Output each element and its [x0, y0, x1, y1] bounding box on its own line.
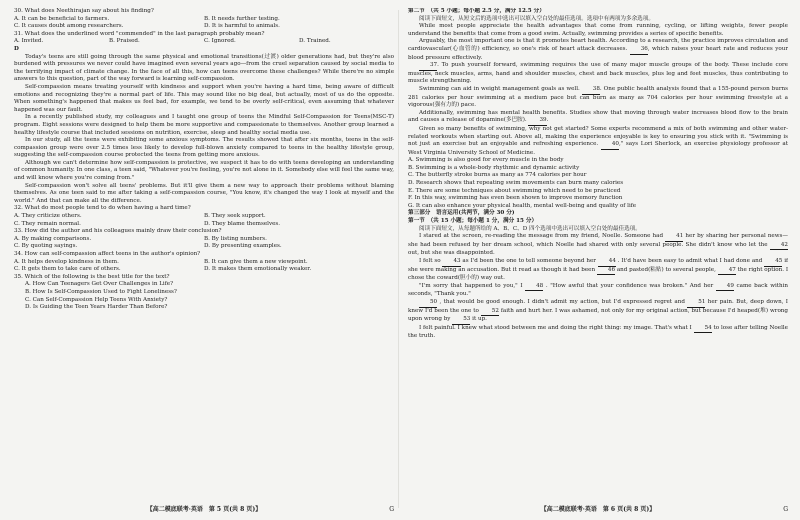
q32-option-d: D. They blame themselves.: [204, 220, 281, 227]
blank-43[interactable]: 43: [442, 258, 460, 267]
option-item: B. Swimming is a whole-body rhythmic and dynamic activity: [408, 164, 580, 171]
q30-option-b: B. It needs further testing.: [204, 15, 280, 22]
cloze-text: the right option. I chose the coward(胆小的) way out.: [408, 266, 788, 282]
blank-51[interactable]: 51: [687, 299, 705, 308]
passage-paragraph: While most people appreciate the health advantages that come from running, cycling, or lifting weights, fewer people understand the benefits that come from a good swim. Actually, swimming provides a series of specific benefits.: [408, 23, 788, 37]
q32-option-c: C. They remain normal.: [14, 220, 81, 227]
q35-option-b: B. How Is Self-Compassion Used to Fight Loneliness?: [25, 288, 177, 295]
passage-paragraph: Although we can't determine how self-compassion is protective, we suspect it has to do with teens developing an understanding of common humanity. In one class, a teen said, "Whatever you're feeling, you're not alone in it. Somebody else will feel the same way, and will know where you're coming from.": [14, 159, 394, 182]
q31-option-c: C. Ignored.: [204, 38, 236, 45]
q33-row2: [14, 243, 394, 251]
cloze-paragraph: [408, 325, 788, 341]
q35-option-c: C. Can Self-Compassion Help Teens With Anxiety?: [25, 296, 168, 303]
cloze-text: , that would be good enough. I didn't admit my action, but I'd expressed regret and: [439, 298, 685, 305]
section-instructions: 阅读下面短文，从每题所给的 A、B、C、D 四个选项中选出可以填入空白处的最佳选项。: [419, 225, 641, 232]
q33-stem: 33. How did the author and his colleagues mainly draw their conclusion?: [14, 228, 222, 235]
q35-stem: 35. Which of the following is the best title for the text?: [14, 273, 170, 280]
passage-paragraph: [408, 86, 788, 110]
footer-text: 【高二模底联考·英语 第 6 页(共 8 页)】: [540, 506, 656, 514]
cloze-text: out, but she was disappointed.: [408, 250, 495, 257]
blank-53[interactable]: 53: [452, 316, 470, 325]
page-divider: [398, 10, 399, 508]
cloze-paragraph: [408, 299, 788, 325]
cloze-text: faith and hurt her. I was ashamed, not only for my original action, but because I'd heaped(堆) wrong upon wrong by: [408, 307, 788, 323]
q32-row1: [14, 213, 394, 221]
blank-50[interactable]: 50: [419, 299, 437, 308]
blank-41[interactable]: 41: [665, 233, 683, 242]
paragraph-text: ," says Lori Sherlock, an exercise physiology professor at West Virginia University School of Medicine.: [408, 141, 788, 156]
paragraph-text: , which raises your heart rate and reduces your blood pressure effectively.: [408, 45, 788, 61]
passage-paragraph: Today's teens are still going through the same physical and emotional transitions(过渡) older generations had, but they're also burdened with pressures we never could have imagined even several years ago—from the cruel separation caused by social media to the terrifying impact of climate change. In the face of all this, how can teens overcome these challenges? While there're no simple answers to this question, part of the way forward is learning self-compassion.: [14, 53, 394, 83]
cloze-paragraph: [408, 283, 788, 299]
q32-option-a: A. They criticize others.: [14, 213, 82, 220]
cloze-text: it up.: [472, 316, 487, 323]
cloze-paragraph: [408, 233, 788, 258]
passage-paragraph: Self-compassion won't solve all teens' problems. But it'll give them a new way to approach their problems without blaming themselves. As one teen said to me after taking a self-compassion course, "You know, it's changed the way I look at myself and the world." And that can make all the difference.: [14, 182, 394, 204]
q30-option-d: D. It is harmful to animals.: [204, 23, 280, 30]
passage-paragraph: [408, 62, 788, 86]
page-6: [408, 8, 788, 516]
q30-option-a: A. It can be beneficial to farmers.: [14, 15, 110, 22]
cloze-text: . "How awful that your confidence was broken." And her: [545, 282, 714, 289]
blank-49[interactable]: 49: [716, 283, 734, 292]
cloze-text: her by sharing her personal news—she had been refused by her dream school, which Noelle had shared with only several people. She didn't know who let the: [408, 233, 788, 248]
passage-paragraph: [408, 126, 788, 157]
cloze-text: her pain. But, deep down, I knew I'd been the one to: [408, 298, 788, 314]
q34-option-d: D. It makes them emotionally weaker.: [204, 266, 312, 273]
paragraph-text: Given so many benefits of swimming, why not get started? Some experts recommend a mix of both swimming and other water-related workouts when starting out. Above all, making the experience enjoyable is key to ensuring you stick with it. "Swimming is not just an exercise but an enjoyable and refreshing experience.: [408, 125, 788, 148]
blank-48[interactable]: 48: [525, 283, 543, 292]
passage-label: D: [14, 45, 19, 52]
q30-options-row2: [14, 23, 394, 31]
q34-option-a: A. It helps develop kindness in them.: [14, 258, 119, 265]
blank-39[interactable]: 39: [528, 117, 546, 126]
cloze-text: as I'd been the one to tell someone beyond her: [462, 258, 596, 264]
part-title: 第三部分 语言运用(共两节，满分 30 分): [408, 210, 515, 217]
page-5: [14, 8, 394, 516]
paragraph-text: Additionally, swimming has mental health benefits. Studies show that moving through water increases blood flow to the brain and causes a release of dopamine(多巴胺).: [408, 109, 788, 124]
footer-mark: G: [389, 506, 394, 514]
q31-option-b: B. Praised.: [109, 38, 140, 45]
cloze-text: I felt so: [419, 258, 441, 264]
q34-stem: 34. How can self-compassion affect teens in the author's opinion?: [14, 251, 201, 257]
blank-38[interactable]: 38: [582, 86, 600, 95]
blank-47[interactable]: 47: [718, 267, 736, 276]
section-title: 第二节 （共 5 小题；每小题 2.5 分，满分 12.5 分）: [408, 8, 545, 14]
cloze-text: to lose after telling Noelle the truth.: [408, 324, 788, 340]
cloze-text: if she were making an accusation. But it read as though it had been: [408, 258, 788, 273]
cloze-text: came back within seconds, "Thank you.": [408, 282, 788, 298]
page-footer: [14, 506, 394, 514]
passage-paragraph: In our study, all the teens were exhibiting some anxious symptoms. The results showed that after six months, teens in the self-compassion group were over 2.5 times less likely to develop full-blown anxiety compared to teens in the healthy lifestyle group, suggesting the self-compassion course protected the teens from getting more anxious.: [14, 137, 394, 159]
q33-option-a: A. By making comparisons.: [14, 235, 92, 242]
cloze-text: "I'm sorry that happened to you," I: [419, 282, 523, 289]
blank-46[interactable]: 46: [597, 267, 615, 276]
q35-option-d: D. Is Guiding the Teen Years Harder Than Before?: [25, 304, 168, 311]
q33-option-d: D. By presenting examples.: [204, 243, 282, 250]
cloze-text: . It'd have been easy to admit what I had done and: [617, 258, 763, 264]
blank-44[interactable]: 44: [598, 258, 616, 267]
q33-row1: [14, 236, 394, 244]
option-item: G. It can also enhance your physical health, mental well-being and quality of life: [408, 202, 637, 209]
blank-52[interactable]: 52: [481, 308, 499, 317]
cloze-text: I felt painful. I knew what stood between me and doing the right thing: my image. That's what I: [419, 324, 692, 331]
passage-paragraph: In a recently published study, my colleagues and I taught one group of teens the Mindful Self-Compassion for Teens(MSC-T) program. Eight sessions were designed to help them be more supportive and compassionate to themselves. Another group learned a healthy lifestyle course that included sessions on nutrition, exercise, sleep and healthy social media use.: [14, 114, 394, 136]
q35-option-a: A. How Can Teenagers Get Over Challenges in Life?: [25, 281, 174, 288]
q32-row2: [14, 221, 394, 229]
blank-37[interactable]: 37: [419, 62, 437, 71]
q31-stem: 31. What does the underlined word "commended" in the last paragraph probably mean?: [14, 30, 265, 37]
q34-option-b: B. It can give them a new viewpoint.: [204, 258, 308, 265]
q30-options-row1: [14, 16, 394, 24]
option-item: E. There are some techniques about swimming which need to be practiced: [408, 187, 621, 194]
passage-paragraph: Self-compassion means treating yourself with kindness and support when you're having a hard time, being aware of difficult emotions and recognizing they're a normal part of life. This may sound like no big deal, but actually, most of us do the opposite. When something's happened that makes us feel bad, for example, we tend to be overly self-critical, even assuming that whatever happened was our fault.: [14, 83, 394, 113]
passage-paragraph: [408, 38, 788, 62]
q33-option-c: C. By quoting sayings.: [14, 243, 78, 250]
paragraph-text: Arguably, the most important one is that it promotes heart health. According to a research, the practice improves circulation and cardiovascular(心血管的) efficiency, so one's risk of heart attack decreases.: [408, 38, 788, 52]
footer-mark: G: [783, 506, 788, 514]
passage-paragraph: Additionally, swimming has mental health benefits. Studies show that moving through water increases blood flow to the brain and causes a release of dopamine(多巴胺). 39.: [408, 110, 788, 126]
q34-row2: [14, 266, 394, 274]
paragraph-text: Swimming can aid in weight management goals as well.: [419, 85, 580, 92]
blank-45[interactable]: 45: [764, 258, 782, 267]
q33-option-b: B. By listing numbers.: [204, 235, 267, 242]
option-item: A. Swimming is also good for every muscle in the body: [408, 157, 564, 164]
page-footer: [408, 506, 788, 514]
blank-54[interactable]: 54: [694, 325, 712, 334]
option-item: D. Research shows that repeating swim movements can burn many calories: [408, 180, 624, 187]
section-title: 第一节 （共 15 小题；每小题 1 分，满分 15 分）: [408, 218, 538, 225]
cloze-text: and pasted(粘贴) to several people,: [616, 266, 716, 273]
q31-option-a: A. Invited.: [14, 38, 44, 45]
section-instructions: 阅读下面短文，从短文后的选项中选出可以填入空白处的最佳选项。选项中有两项为多余选项。: [419, 15, 654, 22]
q32-stem: 32. What do most people tend to do when having a hard time?: [14, 205, 191, 212]
option-item: F. In this way, swimming has even been shown to improve memory function: [408, 195, 623, 202]
q34-option-c: C. It gets them to take care of others.: [14, 266, 121, 273]
option-item: C. The butterfly stroke burns as many as 774 calories per hour: [408, 172, 587, 179]
q34-row1: [14, 259, 394, 267]
blank-36[interactable]: 36: [630, 46, 648, 55]
cloze-paragraph: [408, 258, 788, 283]
footer-text: 【高二模底联考·英语 第 5 页(共 8 页)】: [146, 506, 262, 514]
cloze-text: I stared at the screen, re-reading the message from my friend, Noelle. Someone had: [419, 233, 664, 240]
paragraph-text: . To push yourself forward, swimming requires the use of many major muscle groups of the body. These include core muscles, neck muscles, arms, hand and shoulder muscles, chest and back muscles, plus leg and feet muscles, thus contributing to muscle strengthening.: [408, 62, 788, 85]
q31-option-d: D. Trained.: [299, 38, 331, 45]
q30-option-c: C. It causes doubt among researchers.: [14, 23, 124, 30]
q32-option-b: B. They seek support.: [204, 213, 266, 220]
q31-options: [14, 38, 394, 46]
q30-stem: 30. What does Neethirajan say about his finding?: [14, 8, 154, 14]
paragraph-text: . One public health analysis found that a 155-pound person burns 281 calories per hour swimming at a medium pace but can burn as many as 704 calories per hour swimming freestyle at a vigorous(强有力的) pace.: [408, 85, 788, 109]
blank-40[interactable]: 40: [601, 141, 619, 150]
blank-42[interactable]: 42: [770, 242, 788, 251]
